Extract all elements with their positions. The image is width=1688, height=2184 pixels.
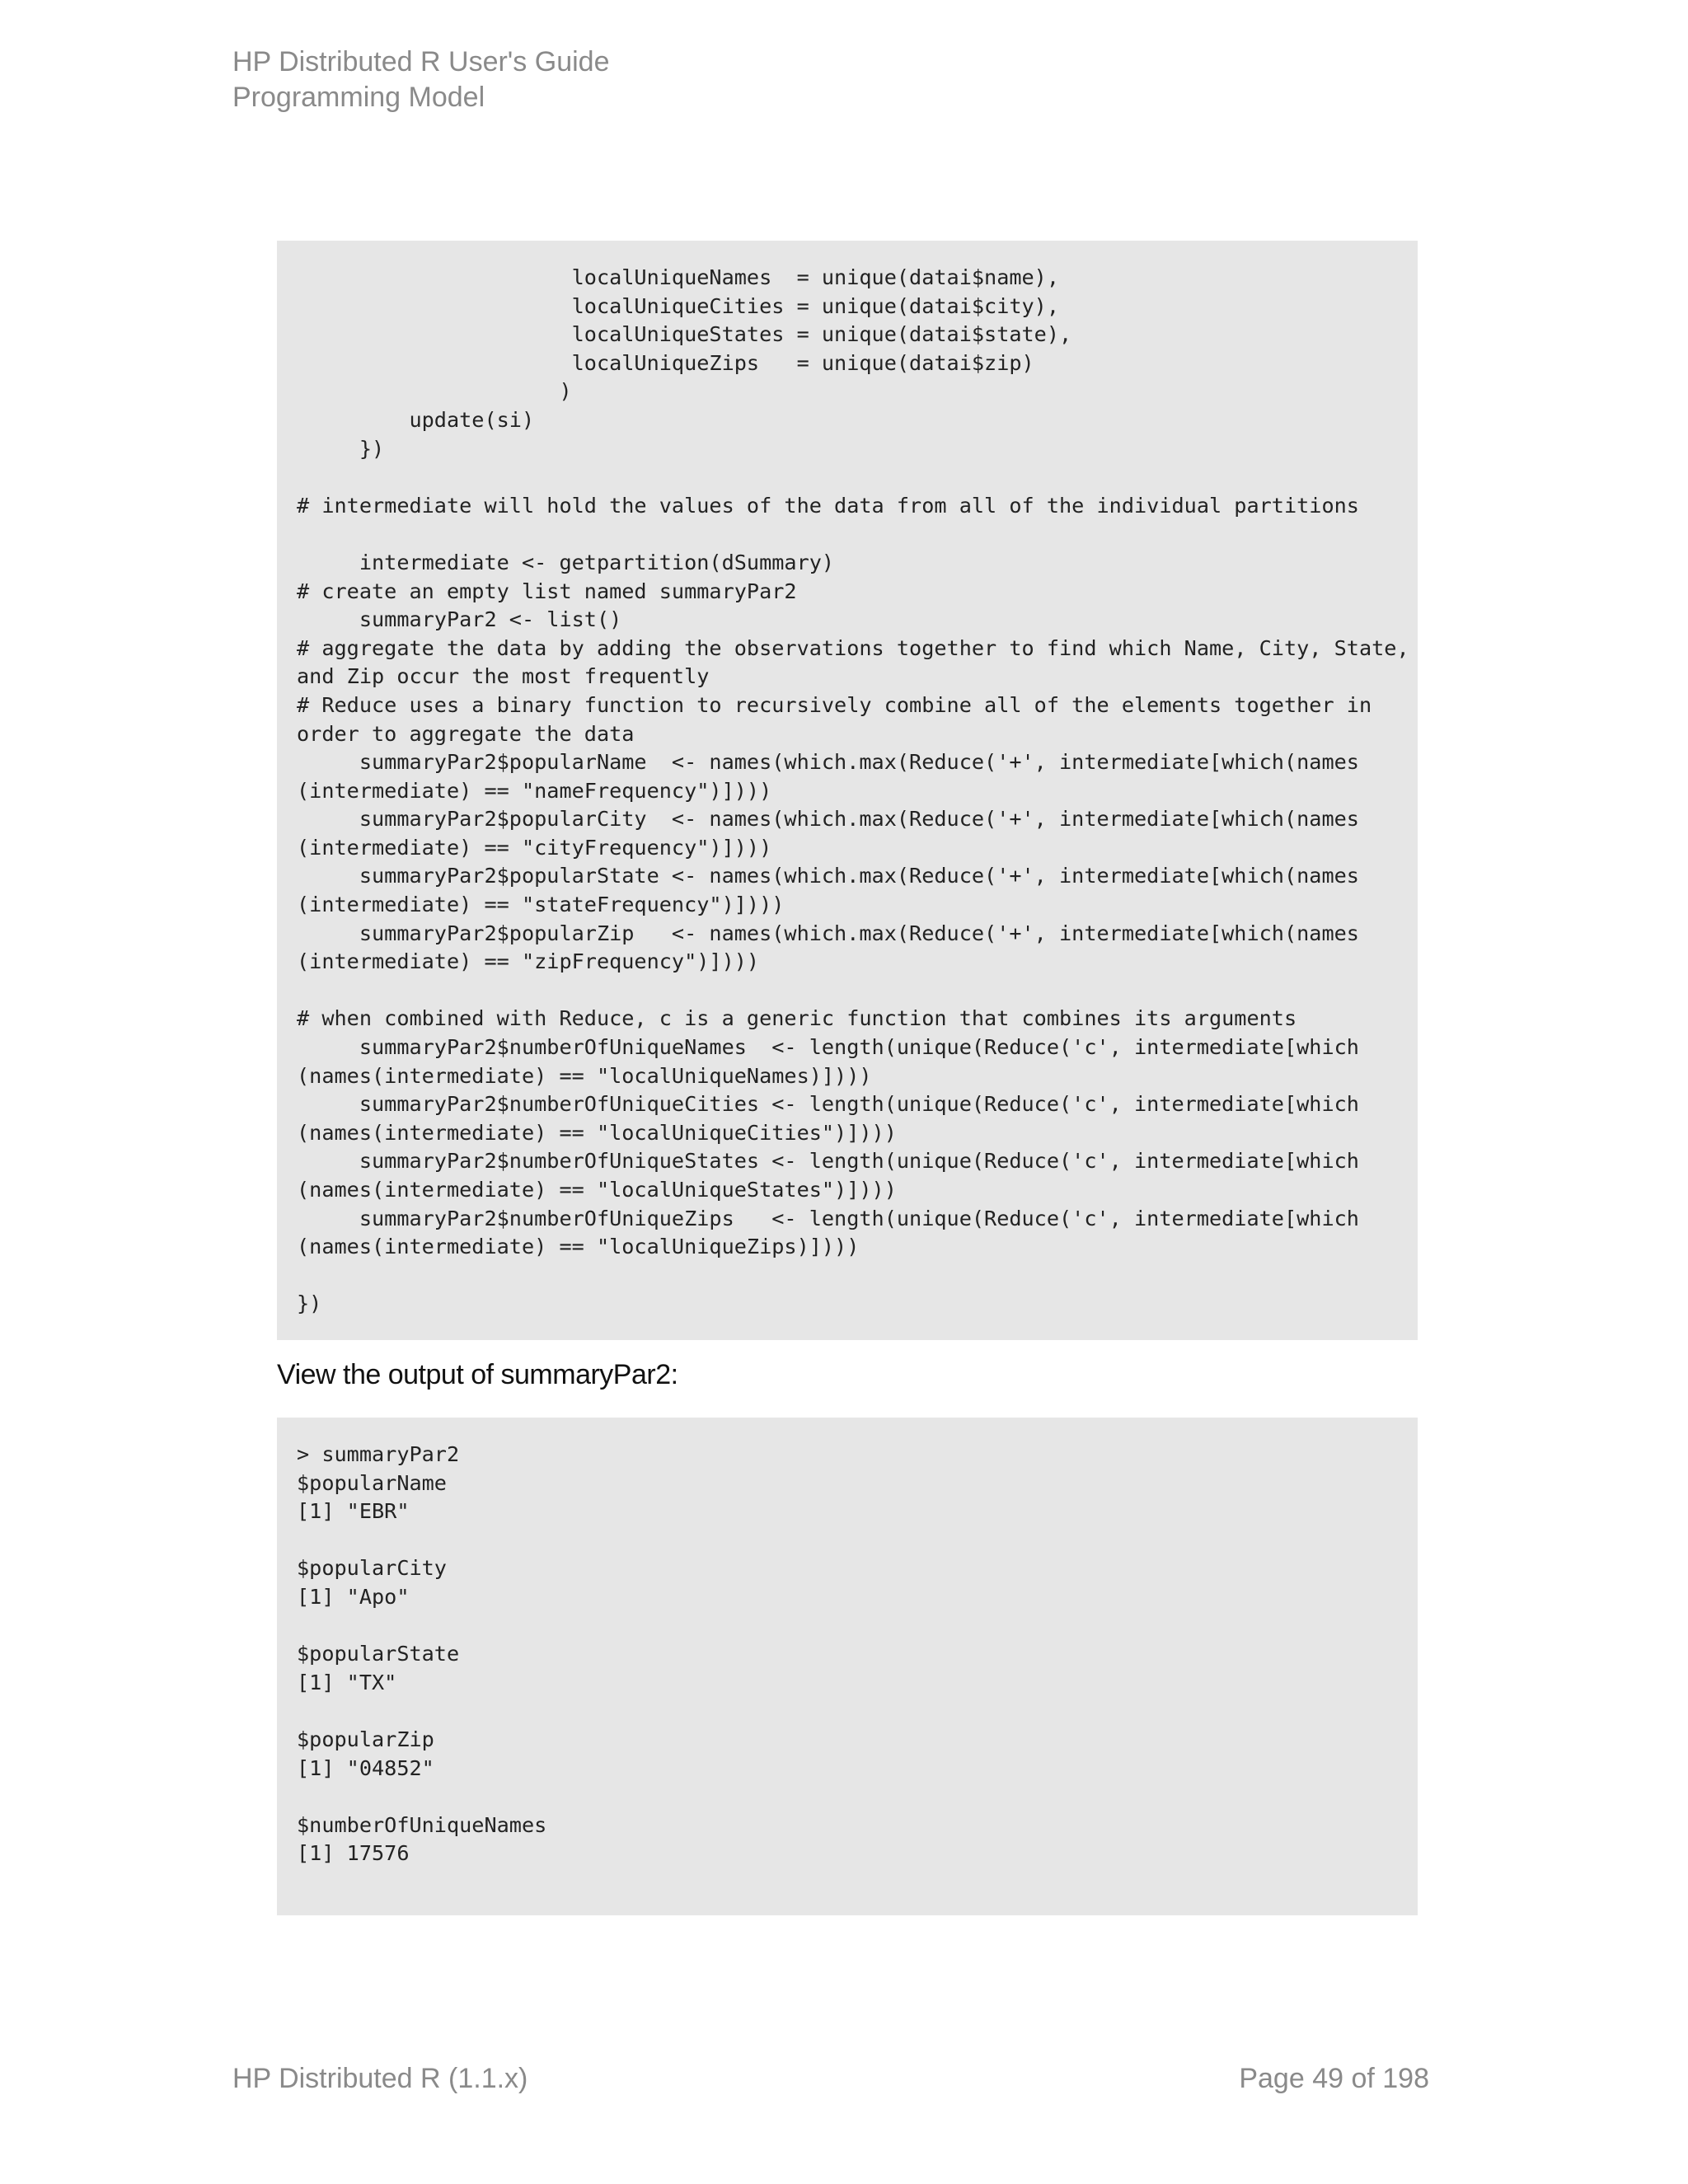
footer-page-number: Page 49 of 198 <box>1239 2063 1429 2094</box>
code-line: (intermediate) == "nameFrequency")]))) <box>297 778 772 803</box>
code-line: summaryPar2$numberOfUniqueZips <- length(unique(Reduce('c', intermediate[which <box>297 1206 1359 1230</box>
code-line <box>297 520 1398 549</box>
code-line: (intermediate) == "cityFrequency")]))) <box>297 835 772 860</box>
code-line: (names(intermediate) == "localUniqueCities")]))) <box>297 1120 897 1145</box>
code-line <box>297 463 1398 492</box>
code-line: > summaryPar2 <box>297 1442 460 1466</box>
code-line: (intermediate) == "zipFrequency")]))) <box>297 949 760 974</box>
code-line: # when combined with Reduce, c is a generic function that combines its arguments <box>297 1006 1297 1031</box>
code-line: (names(intermediate) == "localUniqueStates")]))) <box>297 1178 897 1202</box>
code-line: $popularZip <box>297 1727 434 1751</box>
section-title: Programming Model <box>232 82 485 113</box>
code-line: (names(intermediate) == "localUniqueZips)]))) <box>297 1235 860 1259</box>
code-line: $popularCity <box>297 1556 447 1581</box>
code-line: ) <box>297 379 572 404</box>
code-line: $numberOfUniqueNames <box>297 1812 547 1837</box>
code-line <box>297 1783 1398 1811</box>
code-line: }) <box>297 436 385 461</box>
code-line <box>297 1526 1398 1555</box>
code-line <box>297 1697 1398 1726</box>
code-line: # create an empty list named summaryPar2 <box>297 579 797 603</box>
code-line: # intermediate will hold the values of the data from all of the individual partitions <box>297 493 1359 518</box>
code-line: and Zip occur the most frequently <box>297 664 710 689</box>
doc-title: HP Distributed R User's Guide <box>232 46 610 77</box>
code-line: localUniqueCities = unique(datai$city), <box>297 293 1060 318</box>
code-line: intermediate <- getpartition(dSummary) <box>297 550 835 574</box>
footer-product: HP Distributed R (1.1.x) <box>232 2063 528 2094</box>
code-line: # aggregate the data by adding the observations together to find which Name, City, State, <box>297 635 1409 660</box>
code-line: # Reduce uses a binary function to recursively combine all of the elements together in <box>297 692 1372 717</box>
page-header <box>232 45 609 115</box>
code-block-output <box>277 1418 1418 1915</box>
code-line: [1] 17576 <box>297 1841 410 1866</box>
code-line: summaryPar2$popularName <- names(which.max(Reduce('+', intermediate[which(names <box>297 750 1359 775</box>
code-line: order to aggregate the data <box>297 721 635 746</box>
code-line: summaryPar2$numberOfUniqueStates <- length(unique(Reduce('c', intermediate[which <box>297 1149 1359 1174</box>
code-line: $popularName <box>297 1470 447 1495</box>
code-line: (intermediate) == "stateFrequency")]))) <box>297 893 785 917</box>
code-line: summaryPar2 <- list() <box>297 607 622 632</box>
code-line: summaryPar2$popularCity <- names(which.max(Reduce('+', intermediate[which(names <box>297 807 1359 832</box>
code-line: $popularState <box>297 1642 460 1666</box>
code-line: }) <box>297 1291 322 1316</box>
code-line: summaryPar2$popularZip <- names(which.max(Reduce('+', intermediate[which(names <box>297 921 1359 945</box>
code-line: [1] "04852" <box>297 1755 434 1780</box>
code-line: localUniqueStates = unique(datai$state), <box>297 322 1072 347</box>
code-line <box>297 1262 1398 1291</box>
code-line: [1] "EBR" <box>297 1499 410 1524</box>
code-line: update(si) <box>297 407 535 432</box>
code-line <box>297 977 1398 1005</box>
code-line: (names(intermediate) == "localUniqueNames)]))) <box>297 1063 872 1088</box>
code-line: [1] "Apo" <box>297 1584 410 1609</box>
code-line: summaryPar2$popularState <- names(which.max(Reduce('+', intermediate[which(names <box>297 864 1359 888</box>
code-block-main <box>277 241 1418 1340</box>
code-line <box>297 1612 1398 1641</box>
code-line: summaryPar2$numberOfUniqueCities <- length(unique(Reduce('c', intermediate[which <box>297 1092 1359 1117</box>
body-paragraph: View the output of summaryPar2: <box>277 1359 678 1390</box>
code-line: [1] "TX" <box>297 1670 397 1694</box>
code-line: localUniqueZips = unique(datai$zip) <box>297 350 1034 375</box>
code-line: summaryPar2$numberOfUniqueNames <- length(unique(Reduce('c', intermediate[which <box>297 1035 1359 1060</box>
code-line: localUniqueNames = unique(datai$name), <box>297 265 1060 289</box>
